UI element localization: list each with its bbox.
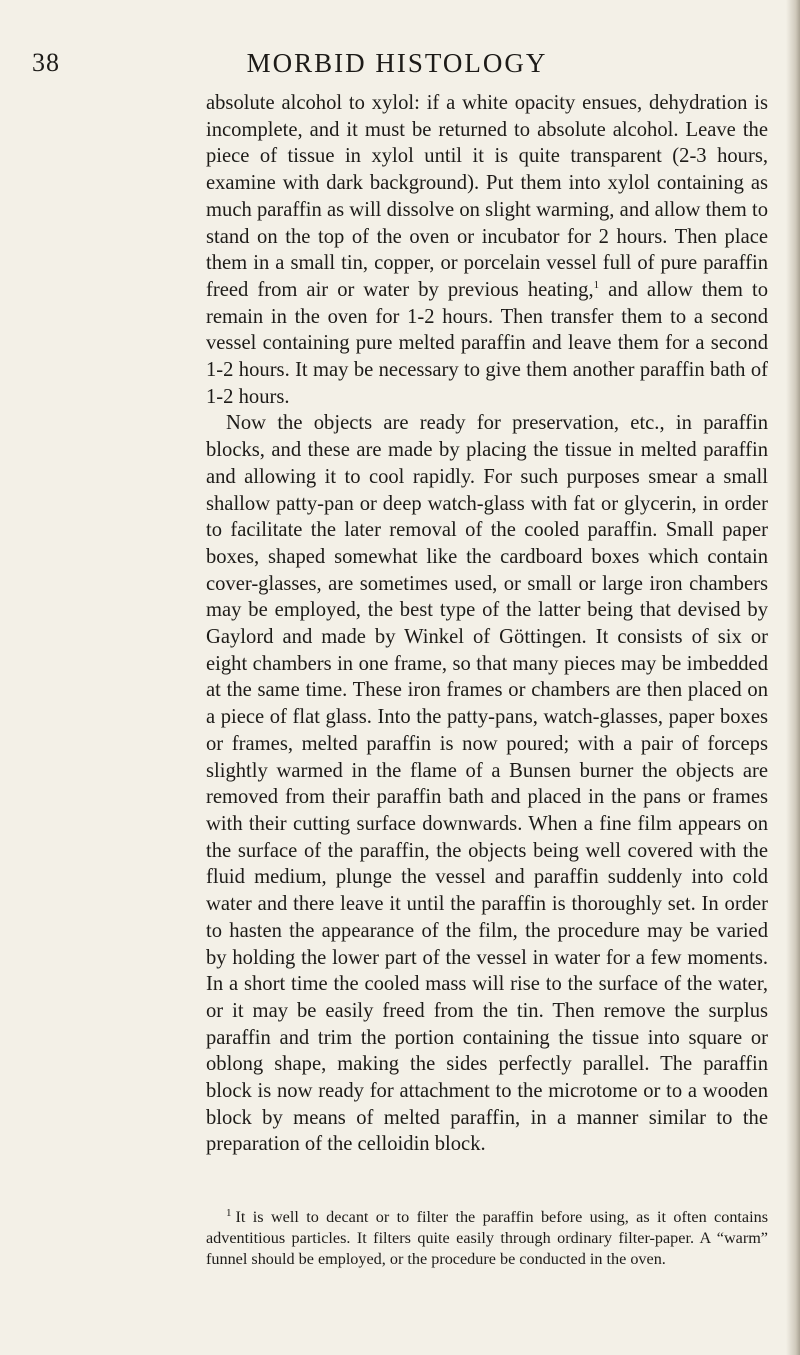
page-number: 38 [32, 48, 60, 77]
page-header [32, 48, 762, 82]
paragraph-1 [206, 90, 768, 410]
footnote-number: 1 [226, 1206, 232, 1219]
paragraph-2: Now the objects are ready for preservation, etc., in paraffin blocks, and these are made by placing the tissue in melted paraffin and allowing it to cool rapidly. For such purposes smear a small shallow patty-pan or deep watch-glass with fat or glycerin, in order to facilitate the later removal of the cooled paraffin. Small paper boxes, shaped somewhat like the cardboard boxes which contain cover-glasses, are sometimes used, or small or large iron chambers may be employed, the best type of the latter being that devised by Gaylord and made by Winkel of Göttingen. It consists of six or eight chambers in one frame, so that many pieces may be imbedded at the same time. These iron frames or chambers are then placed on a piece of flat glass. Into the patty-pans, watch-glasses, paper boxes or frames, melted paraffin is now poured; with a pair of forceps slightly warmed in the flame of a Bunsen burner the objects are removed from their paraffin bath and placed in the pans or frames with their cutting surface downwards. When a fine film appears on the surface of the paraffin, the objects being well covered with the fluid medium, plunge the vessel and paraffin suddenly into cold water and there leave it until the paraffin is thoroughly set. In order to hasten the appearance of the film, the procedure may be varied by holding the lower part of the vessel in water for a few moments. In a short time the cooled mass will rise to the surface of the water, or it may be easily freed from the tin. Then remove the surplus paraffin and trim the portion containing the tissue into square or oblong shape, making the sides perfectly parallel. The paraffin block is now ready for attachment to the microtome or to a wooden block by means of melted paraffin, in a manner similar to the preparation of the celloidin block. [206, 412, 768, 1156]
footnote-text: It is well to decant or to filter the paraffin before using, as it often contains adventitious particles. It filters quite easily through ordinary filter-paper. A “warm” funnel should be employed, or the procedure be conducted in the oven. [206, 1208, 768, 1268]
page-edge-shadow [786, 0, 800, 1355]
paragraph-1-end: and allow them to remain in the oven for 1-2 hours. Then transfer them to a second vessel containing pure melted paraffin and leave them for a second 1-2 hours. It may be necessary to give them another paraffin bath of 1-2 hours. [206, 278, 768, 408]
body-text [206, 90, 768, 1158]
footnote-reference: 1 [593, 279, 600, 292]
footnote [206, 1207, 768, 1269]
paragraph-1-text: absolute alcohol to xylol: if a white opacity ensues, dehydration is incomplete, and it must be returned to absolute alcohol. Leave the piece of tissue in xylol until it is quite transparent (2-3 hours, examine with dark background). Put them into xylol containing as much paraffin as will dissolve on slight warming, and allow them to stand on the top of the oven or incubator for 2 hours. Then place them in a small tin, copper, or porcelain vessel full of pure paraffin freed from air or water by previous heating, [206, 92, 768, 301]
running-head: MORBID HISTOLOGY [246, 48, 548, 78]
